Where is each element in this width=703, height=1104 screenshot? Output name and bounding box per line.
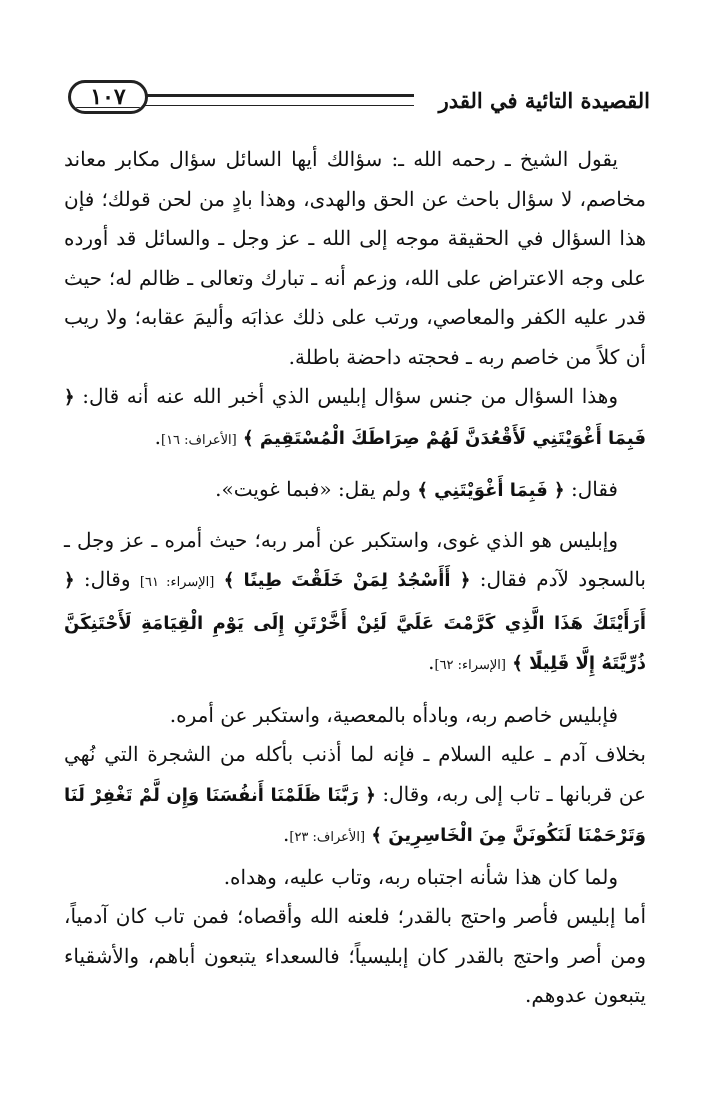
verse-reference: [الأعراف: ١٦]	[161, 432, 237, 448]
paragraph-8-text: أما إبليس فأصر واحتج بالقدر؛ فلعنه الله وأقصاه؛ فمن تاب كان آدمياً، ومن أصر واحتج بالقدر كان إبليسياً؛ فالسعداء يتبعون أباهم، والأشقياء يتبعون عدوهم.	[64, 904, 646, 1007]
verse-reference: [الإسراء: ٦١]	[139, 575, 215, 590]
paragraph-7-text: ولما كان هذا شأنه اجتباه ربه، وتاب عليه، وهداه.	[223, 864, 618, 889]
quran-verse: ﴿ أَرَأَيْتَكَ هَذَا الَّذِي كَرَّمْتَ عَلَيَّ لَئِنْ أَخَّرْتَنِ إِلَى يَوْمِ الْقِيَامَةِ لَأَحْتَنِكَنَّ ذُرِّيَّتَهُ إِلَّا قَلِيلًا ﴾	[64, 570, 646, 674]
paragraph-3-text-2: ولم يقل: «فبما غويت».	[215, 477, 411, 501]
page-header	[60, 70, 650, 124]
paragraph-1-text: يقول الشيخ ـ رحمه الله ـ: سؤالك أيها السائل سؤال مكابر معاند مخاصم، لا سؤال باحث عن الحق والهدى، وهذا بادٍ من لحن قولك؛ فإن هذا السؤال في الحقيقة موجه إلى الله ـ عز وجل ـ والسائل قد أورده على وجه الاعتراض على الله، وزعم أنه ـ تبارك وتعالى ـ ظالم له؛ حيث قدر عليه الكفر والمعاصي، ورتب على ذلك عذابَه وأليمَ عقابه؛ ولا ريب أن كلاً من خاصم ربه ـ فحجته داحضة باطلة.	[64, 147, 647, 369]
page-body	[64, 140, 646, 1016]
sentence-end: .	[283, 822, 290, 846]
page-number: ١٠٧	[90, 84, 126, 110]
paragraph-7	[64, 858, 646, 898]
quran-verse: ﴿ رَبَّنَا ظَلَمْنَا أَنفُسَنَا وَإِن لَّمْ تَغْفِرْ لَنَا وَتَرْحَمْنَا لَنَكُونَنَّ مِنَ الْخَاسِرِينَ ﴾	[64, 784, 646, 846]
sentence-end: .	[154, 424, 161, 449]
header-rule	[140, 94, 414, 106]
paragraph-2	[64, 377, 646, 460]
verse-reference: [الإسراء: ٦٢]	[434, 658, 506, 673]
sentence-end: .	[428, 650, 435, 674]
paragraph-4-text: وإبليس هو الذي غوى، واستكبر عن أمر ربه؛ حيث أمره ـ عز وجل ـ بالسجود لآدم فقال:	[64, 527, 647, 591]
verse-reference: [الأعراف: ٢٣]	[289, 830, 366, 845]
quran-verse: ﴿ فَبِمَا أَغْوَيْتَنِي لَأَقْعُدَنَّ لَهُمْ صِرَاطَكَ الْمُسْتَقِيمَ ﴾	[64, 387, 646, 449]
running-title: القصيدة التائية في القدر	[438, 88, 650, 113]
paragraph-1	[64, 140, 646, 377]
paragraph-2-text: وهذا السؤال من جنس سؤال إبليس الذي أخبر الله عنه أنه قال:	[82, 384, 619, 408]
page-number-frame	[68, 80, 148, 114]
quran-verse: ﴿ فَبِمَا أَغْوَيْتَنِي ﴾	[417, 480, 565, 501]
quran-verse: ﴿ أَأَسْجُدُ لِمَنْ خَلَقْتَ طِينًا ﴾	[223, 570, 471, 591]
paragraph-6-text: بخلاف آدم ـ عليه السلام ـ فإنه لما أذنب بأكله من الشجرة التي نُهي عن قربانها ـ تاب إلى ربه، وقال:	[64, 742, 646, 806]
paragraph-4	[64, 521, 646, 686]
paragraph-4-text-2: وقال:	[83, 567, 131, 591]
paragraph-3	[64, 470, 646, 511]
paragraph-3-text: فقال:	[570, 477, 618, 501]
paragraph-5	[64, 696, 646, 736]
paragraph-5-text: فإبليس خاصم ربه، وبادأه بالمعصية، واستكبر عن أمره.	[169, 702, 618, 727]
paragraph-6	[64, 735, 646, 858]
paragraph-8	[64, 897, 646, 1016]
